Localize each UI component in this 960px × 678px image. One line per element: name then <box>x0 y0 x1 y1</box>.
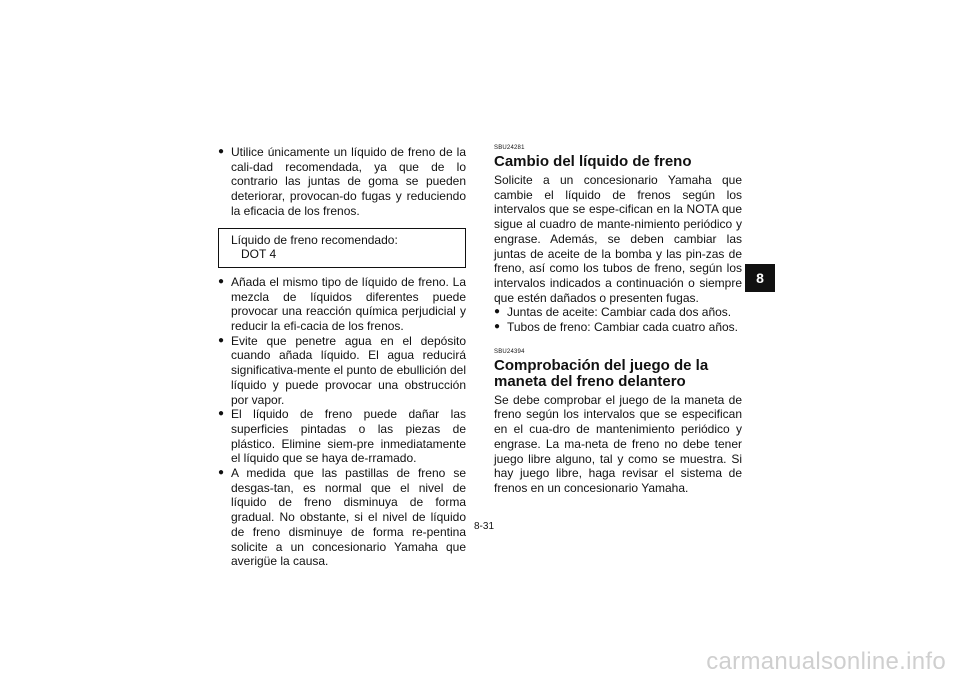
bullet-icon: ● <box>218 146 225 157</box>
bullet-text: El líquido de freno puede dañar las superficies pintadas o las piezas de plástico. Elimine siem-pre inmediatamente el líquido que se haya de-rramado. <box>231 407 466 466</box>
section-body: Solicite a un concesionario Yamaha que cambie el líquido de frenos según los intervalos que se espe-cifican en la NOTA que sigue al cuadro de mante-nimiento periódico y engrase. Además, se deben cambiar las juntas de aceite de la bomba y las pin-zas de freno, así como los tubos de freno, según los intervalos indicados a continuación o siempre que estén dañados o presenten fugas. <box>494 173 742 305</box>
bullet-item <box>218 466 466 569</box>
bullet-icon: ● <box>218 334 225 346</box>
bullet-icon: ● <box>494 306 501 318</box>
right-column <box>494 145 742 496</box>
bullet-icon: ● <box>218 467 225 479</box>
bullet-text: Evite que penetre agua en el depósito cuando añada líquido. El agua reducirá significativa-mente el punto de ebullición del líquido y puede provocar una obstrucción por vapor. <box>231 333 466 407</box>
bullet-text: Tubos de freno: Cambiar cada cuatro años. <box>507 320 739 335</box>
bullet-item <box>218 275 466 334</box>
watermark: carmanualsonline.info <box>706 648 946 675</box>
chapter-tab: 8 <box>745 264 775 292</box>
bullet-text: Añada el mismo tipo de líquido de freno. La mezcla de líquidos diferentes puede provocar una reacción química perjudicial y reducir la efi-cacia de los frenos. <box>231 274 466 334</box>
section-title: Cambio del líquido de freno <box>494 153 692 170</box>
bullet-text: Juntas de aceite: Cambiar cada dos años. <box>507 305 732 320</box>
section-title: Comprobación del juego de la maneta del freno delantero <box>494 356 709 390</box>
note-label: Líquido de freno recomendado: <box>231 232 398 247</box>
bullet-text: A medida que las pastillas de freno se desgas-tan, es normal que el nivel de líquido de freno disminuya de forma gradual. No obstante, si el nivel de líquido de freno disminuye de forma re-pentina solicite a un concesionario Yamaha que averigüe la causa. <box>231 466 466 569</box>
bullet-text: Utilice únicamente un líquido de freno de la cali-dad recomendada, ya que de lo contrario las juntas de goma se pueden deteriorar, provocan-do fugas y reduciendo la eficacia de los frenos. <box>231 145 466 218</box>
spacer <box>494 335 742 349</box>
left-column <box>218 145 466 569</box>
section-code: SBU24394 <box>494 348 525 355</box>
section-body: Se debe comprobar el juego de la maneta de freno según los intervalos que se especifican en el cua-dro de mantenimiento periódico y engrase. La ma-neta de freno no debe tener juego libre alguno, tal y como se muestra. Si hay juego libre, haga revisar el sistema de frenos en un concesionario Yamaha. <box>494 392 742 495</box>
note-value: DOT 4 <box>241 247 277 262</box>
bullet-item <box>218 407 466 466</box>
bullet-item <box>494 320 742 335</box>
bullet-icon: ● <box>218 275 225 287</box>
section-code: SBU24281 <box>494 145 525 151</box>
bullet-icon: ● <box>218 408 225 420</box>
bullet-item <box>218 334 466 408</box>
recommended-fluid-box <box>218 228 466 268</box>
bullet-icon: ● <box>494 321 501 333</box>
page-number: 8-31 <box>473 521 494 532</box>
bullet-item <box>494 305 742 320</box>
bullet-item <box>218 145 466 219</box>
